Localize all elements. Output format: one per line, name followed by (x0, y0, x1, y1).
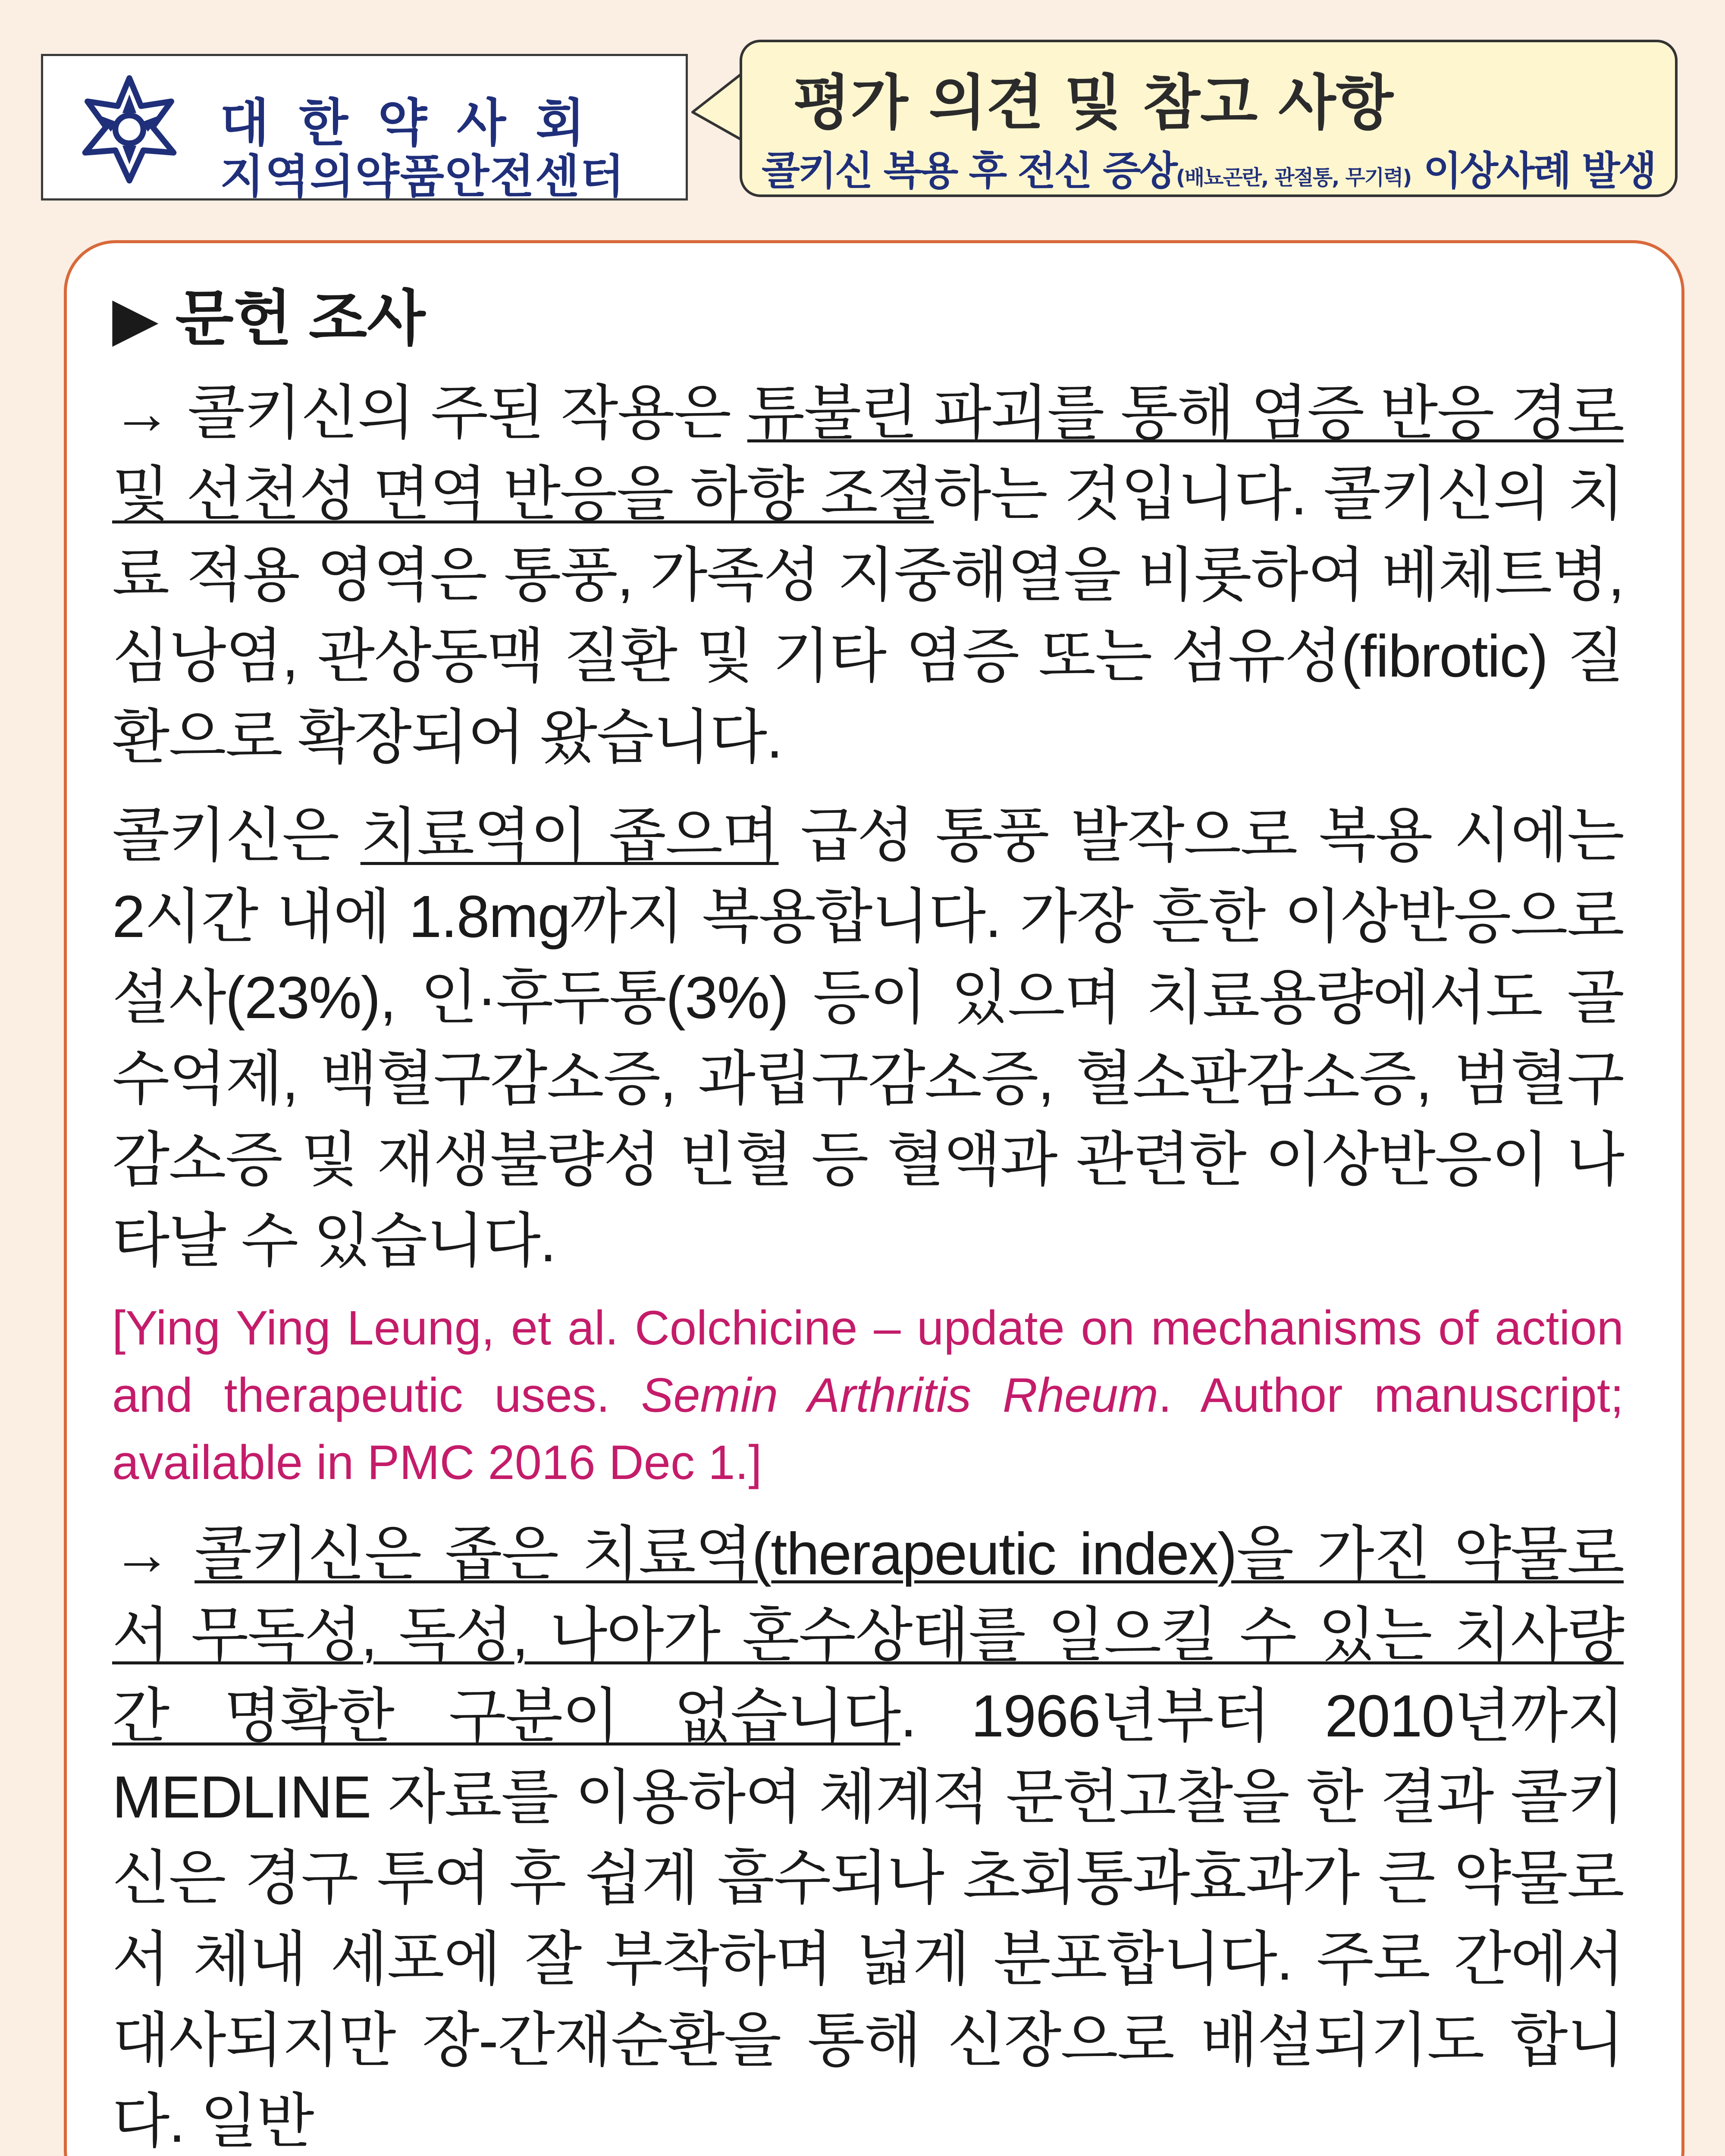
reference-citation (112, 1294, 1624, 1496)
p2-text-2: 급성 통풍 발작으로 복용 시에는 2시간 내에 1.8mg까지 복용합니다. 가장 흔한 이상반응으로 설사(23%), 인·후두통(3%) 등이 있으며 치료용량에서도 골수억제, 백혈구감소증, 과립구감소증, 혈소판감소증, 범혈구감소증 및 재생불량성 빈혈 등 혈액과 관련한 이상반응이 나타날 수 있습니다. (112, 802, 1624, 1274)
bubble-tail (688, 65, 744, 151)
section-heading: ▶ 문헌 조사 (112, 285, 426, 352)
paragraph-therapeutic-index (112, 1514, 1624, 2156)
literature-review (112, 282, 1624, 2156)
ref-text-2: . Author manuscript; available in PMC 2016 Dec 1.] (112, 1368, 1624, 1489)
p1-underlined: 튜불린 파괴를 통해 염증 반응 경로 및 선천성 면역 반응을 하향 조절 (112, 380, 1624, 527)
content-panel (64, 240, 1684, 2156)
bubble-title: 평가 의견 및 참고 사항 (793, 68, 1393, 138)
ref-text-1: [Ying Ying Leung, et al. Colchicine – update on mechanisms of action and therapeutic uses. (112, 1301, 1624, 1422)
kpa-logo-icon (69, 71, 190, 188)
case-summary-main: 콜키신 복용 후 전신 증상 (762, 148, 1176, 194)
org-center-name: 지역의약품안전센터 (220, 150, 625, 203)
paragraph-dosage (112, 795, 1624, 1282)
ref-journal: Semin Arthritis Rheum (641, 1368, 1158, 1422)
evaluation-bubble (740, 40, 1678, 197)
org-name: 대 한 약 사 회 (220, 93, 591, 153)
p1-text-2: 하는 것입니다. 콜키신의 치료 적용 영역은 통풍, 가족성 지중해열을 비롯하여 베체트병, 심낭염, 관상동맥 질환 및 기타 염증 또는 섬유성(fibrotic) 질환으로 확장되어 왔습니다. (112, 461, 1624, 771)
paragraph-mechanism (112, 373, 1624, 778)
org-logo-box (41, 54, 688, 201)
case-summary-end: 이상사례 발생 (1411, 148, 1655, 194)
p2-underlined: 치료역이 좁으며 (360, 802, 779, 869)
p3-text-2: . 1966년부터 2010년까지 MEDLINE 자료를 이용하여 체계적 문헌고찰을 한 결과 콜키신은 경구 투여 후 쉽게 흡수되나 초회통과효과가 큰 약물로서 체내 세포에 잘 부착하며 넓게 분포합니다. 주로 간에서 대사되지만 장-간재순환을 통해 신장으로 배설되기도 합니다. 일반 (112, 1683, 1624, 2155)
case-summary (762, 139, 1655, 196)
p2-text-1: 콜키신은 (112, 802, 361, 869)
p3-underlined: 콜키신은 좁은 치료역(therapeutic index)을 가진 약물로서 무독성, 독성, 나아가 혼수상태를 일으킬 수 있는 치사량 간 명확한 구분이 없습니다 (112, 1521, 1624, 1749)
p1-text-1: → 콜키신의 주된 작용은 (112, 380, 747, 446)
p3-text-1: → (112, 1521, 195, 1587)
case-summary-symptoms: (배뇨곤란, 관절통, 무기력) (1176, 166, 1411, 190)
